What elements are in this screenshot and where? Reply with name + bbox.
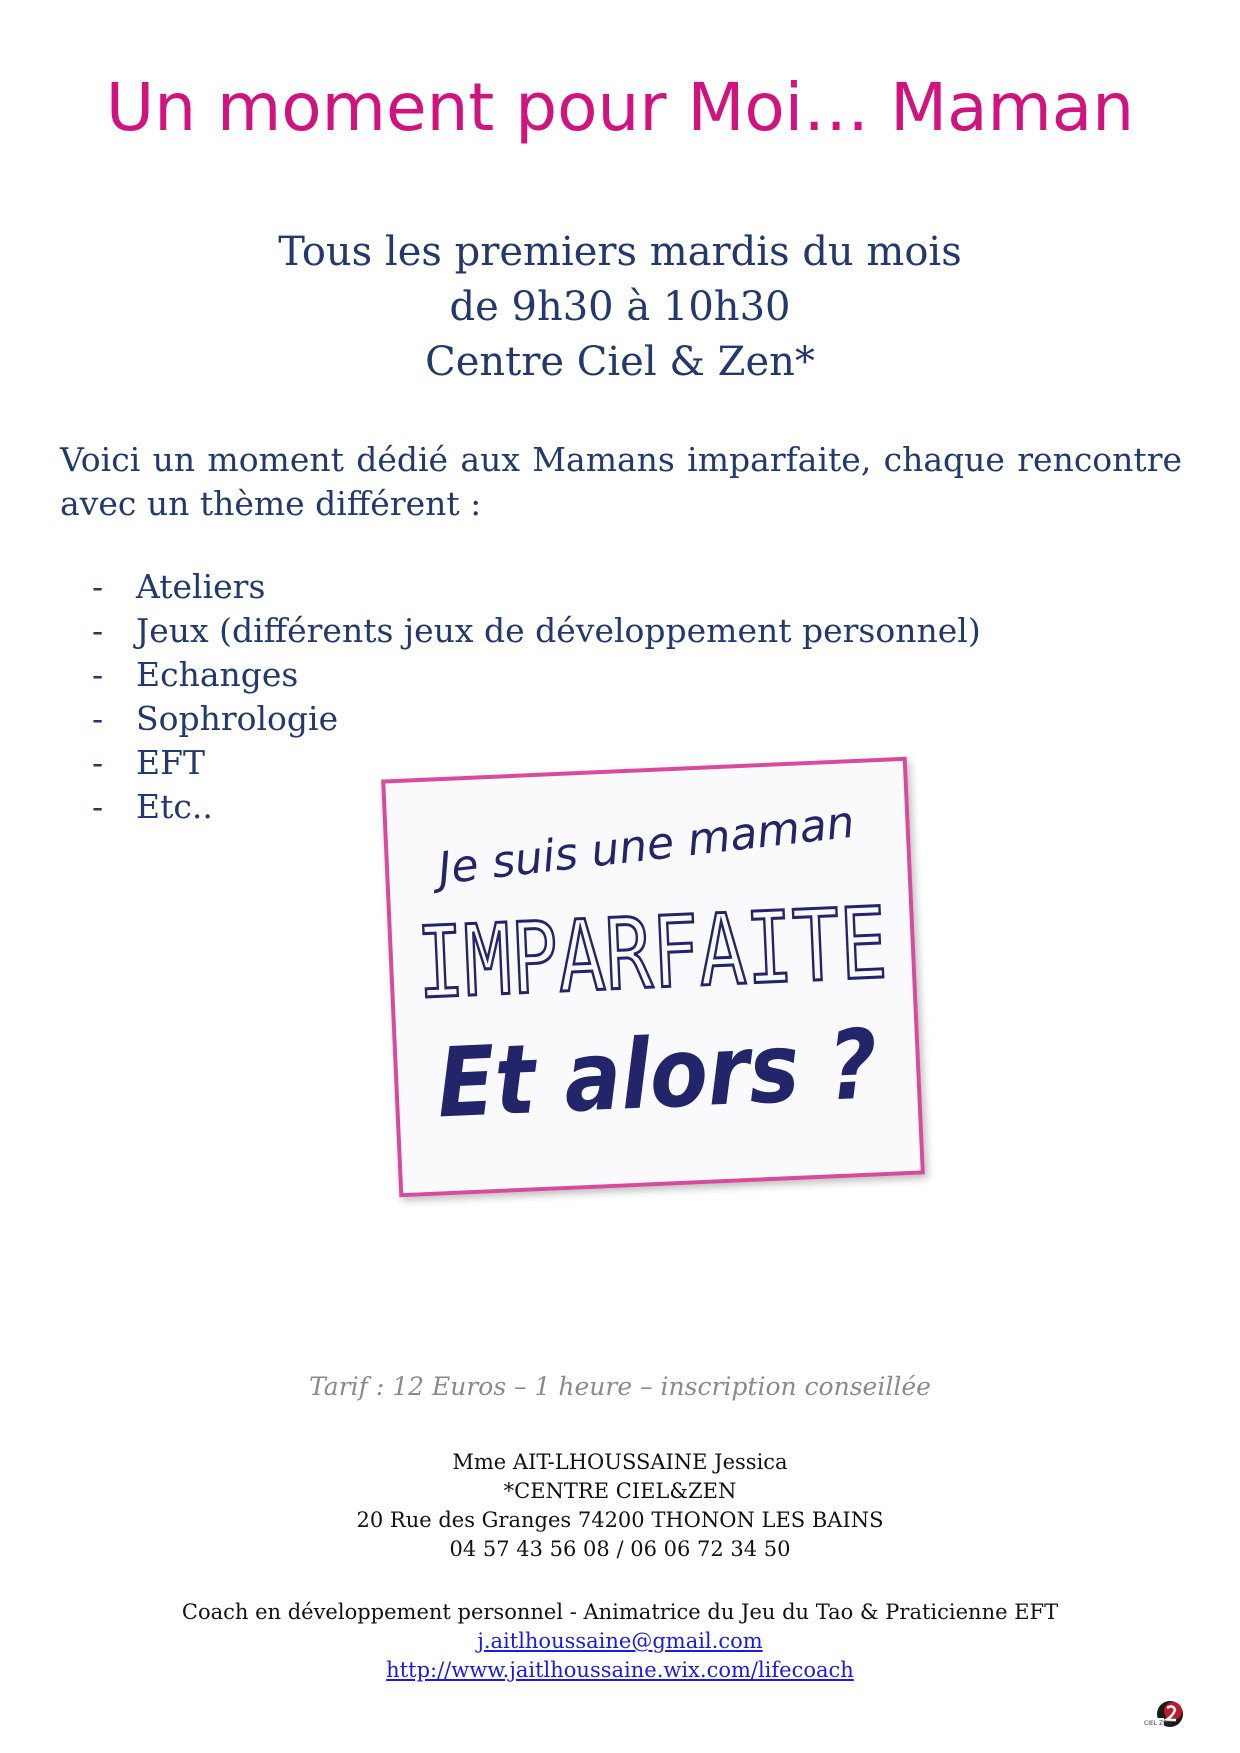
imparfaite-note-card (381, 757, 1010, 1198)
contact-block (0, 1448, 1240, 1564)
list-marker: - (92, 611, 104, 650)
card-line-2: IMPARFAITE (414, 881, 1010, 1022)
list-marker: - (92, 787, 104, 826)
logo-text: CIEL ZEN (1144, 1720, 1172, 1727)
activity-label: Ateliers (136, 567, 266, 606)
list-item (92, 653, 981, 697)
website-link[interactable]: http://www.jaitlhoussaine.wix.com/lifecoach (386, 1658, 854, 1682)
list-item (92, 609, 981, 653)
schedule-day: Tous les premiers mardis du mois (278, 229, 962, 275)
note-card-art (385, 761, 1010, 1193)
email-link[interactable]: j.aitlhoussaine@gmail.com (477, 1629, 763, 1653)
activity-label: Etc.. (136, 787, 213, 826)
logo-art (1140, 1696, 1192, 1730)
ciel-zen-logo-icon (1140, 1696, 1192, 1730)
activity-label: Jeux (différents jeux de développement personnel) (136, 611, 981, 650)
schedule-place: Centre Ciel & Zen* (425, 339, 815, 385)
page-title: Un moment pour Moi… Maman (105, 69, 1135, 146)
contact-phones: 04 57 43 56 08 / 06 06 72 34 50 (449, 1537, 791, 1561)
list-marker: - (92, 567, 104, 606)
footer-block (0, 1598, 1240, 1685)
intro-paragraph: Voici un moment dédié aux Mamans imparfaite, chaque rencontre avec un thème différent : (60, 440, 1182, 523)
activity-label: Echanges (136, 655, 299, 694)
card-line-3: Et alors ? (434, 1005, 942, 1140)
list-marker: - (92, 655, 104, 694)
contact-address: 20 Rue des Granges 74200 THONON LES BAINS (356, 1508, 884, 1532)
schedule-block (0, 225, 1240, 390)
list-item (92, 565, 981, 609)
schedule-time: de 9h30 à 10h30 (449, 284, 791, 330)
activity-label: Sophrologie (136, 699, 339, 738)
contact-name: Mme AIT-LHOUSSAINE Jessica (452, 1450, 788, 1474)
footer-role: Coach en développement personnel - Animatrice du Jeu du Tao & Praticienne EFT (181, 1600, 1059, 1624)
activity-label: EFT (136, 743, 205, 782)
list-marker: - (92, 743, 104, 782)
list-item (92, 697, 981, 741)
card-line-1: Je suis une maman (435, 796, 857, 895)
contact-center: *CENTRE CIEL&ZEN (503, 1479, 737, 1503)
list-marker: - (92, 699, 104, 738)
tarif-line: Tarif : 12 Euros – 1 heure – inscription conseillée (309, 1372, 931, 1401)
